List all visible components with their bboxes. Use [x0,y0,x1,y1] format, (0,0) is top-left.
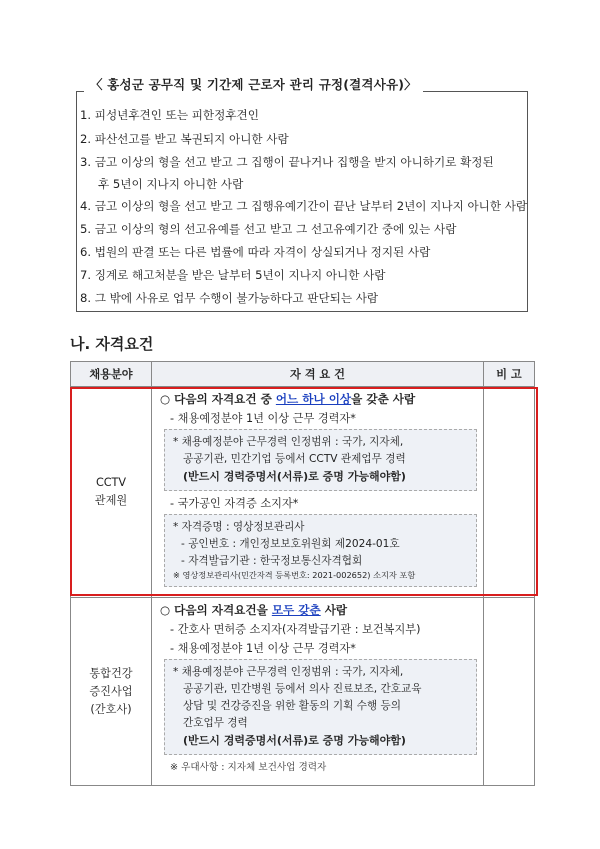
note-text: * 채용예정분야 근무경력 인정범위 : 국가, 지자체, [173,666,404,678]
note-text: 간호업무 경력 [183,717,248,729]
category-label: (간호사) [90,702,132,716]
category-label: 관제원 [94,494,128,507]
remark-cell [484,387,535,598]
rule-item: 5. 금고 이상의 형의 선고유예를 선고 받고 그 선고유예기간 중에 있는 사람 [80,222,457,236]
rule-item: 6. 법원의 판결 또는 다른 법률에 따라 자격이 상실되거나 정지된 사람 [80,245,431,259]
rule-item: 3. 금고 이상의 형을 선고 받고 그 집행이 끝나거나 집행을 받지 아니하기로 확정된 [80,155,494,169]
requirement-note [164,429,477,491]
rule-item: 7. 징계로 해고처분을 받은 날부터 5년이 지나지 아니한 사람 [80,268,386,282]
requirements-cell [152,598,484,786]
column-header: 비 고 [484,362,535,387]
rule-item: 8. 그 밖에 사유로 업무 수행이 불가능하다고 판단되는 사람 [80,291,379,305]
requirement-heading [160,602,477,618]
column-header: 채용분야 [71,362,152,387]
table-row [71,387,535,598]
section-title: 나. 자격요건 [70,335,154,353]
requirement-line: - 채용예정분야 1년 이상 근무 경력자* [170,642,356,655]
column-header: 자 격 요 건 [152,362,484,387]
requirement-note [164,659,477,755]
category-cell [71,598,152,786]
requirement-heading [160,391,477,407]
note-text: * 자격증명 : 영상정보관리사 [173,521,305,533]
heading-text: ○ 다음의 자격요건을 [160,603,272,617]
heading-text: 을 갖춘 사람 [351,392,416,406]
note-text: - 공인번호 : 개인정보보호위원회 제2024-01호 [181,538,400,550]
category-label: 증진사업 [89,684,133,698]
qualification-table [70,361,535,786]
requirement-line: - 간호사 면허증 소지자(자격발급기관 : 보건복지부) [170,623,421,636]
note-text: * 채용예정분야 근무경력 인정범위 : 국가, 지자체, [173,436,404,448]
rules-box-title: 〈 홍성군 공무직 및 기간제 근로자 관리 규정(결격사유)〉 [84,75,423,93]
category-label: 통합건강 [89,666,133,680]
table-row [71,598,535,786]
preference-note: ※ 우대사항 : 지자체 보건사업 경력자 [170,762,327,773]
category-cell [71,387,152,598]
note-footnote: ※ 영상정보관리사(민간자격 등록번호: 2021-002652) 소지자 포함 [173,570,416,580]
requirements-cell [152,387,484,598]
note-emphasis: (반드시 경력증명서(서류)로 증명 가능해야함) [183,734,406,747]
note-text: 공공기관, 민간병원 등에서 의사 진료보조, 간호교육 [183,683,422,695]
rule-item: 1. 피성년후견인 또는 피한정후견인 [80,108,259,122]
rule-item: 4. 금고 이상의 형을 선고 받고 그 집행유예기간이 끝난 날부터 2년이 지나지 아니한 사람 [80,199,528,213]
remark-cell [484,598,535,786]
category-label: CCTV [95,476,127,489]
requirement-line: - 국가공인 자격증 소지자* [170,497,299,510]
requirement-line: - 채용예정분야 1년 이상 근무 경력자* [170,412,356,425]
rule-item-continued: 후 5년이 지나지 아니한 사람 [98,177,244,191]
heading-highlight: 모두 갖춘 [271,603,321,617]
heading-text: ○ 다음의 자격요건 중 [160,392,276,406]
heading-text: 사람 [320,603,348,617]
note-text: 상담 및 건강증진을 위한 활동의 기획 수행 등의 [183,700,402,712]
heading-highlight: 어느 하나 이상 [275,392,352,406]
table-header-row [71,362,535,387]
note-text: - 자격발급기관 : 한국정보통신자격협회 [181,555,363,567]
note-emphasis: (반드시 경력증명서(서류)로 증명 가능해야함) [183,470,406,483]
requirement-note [164,514,477,587]
rule-item: 2. 파산선고를 받고 복권되지 아니한 사람 [80,132,289,146]
note-text: 공공기관, 민간기업 등에서 CCTV 관제업무 경력 [183,453,406,465]
